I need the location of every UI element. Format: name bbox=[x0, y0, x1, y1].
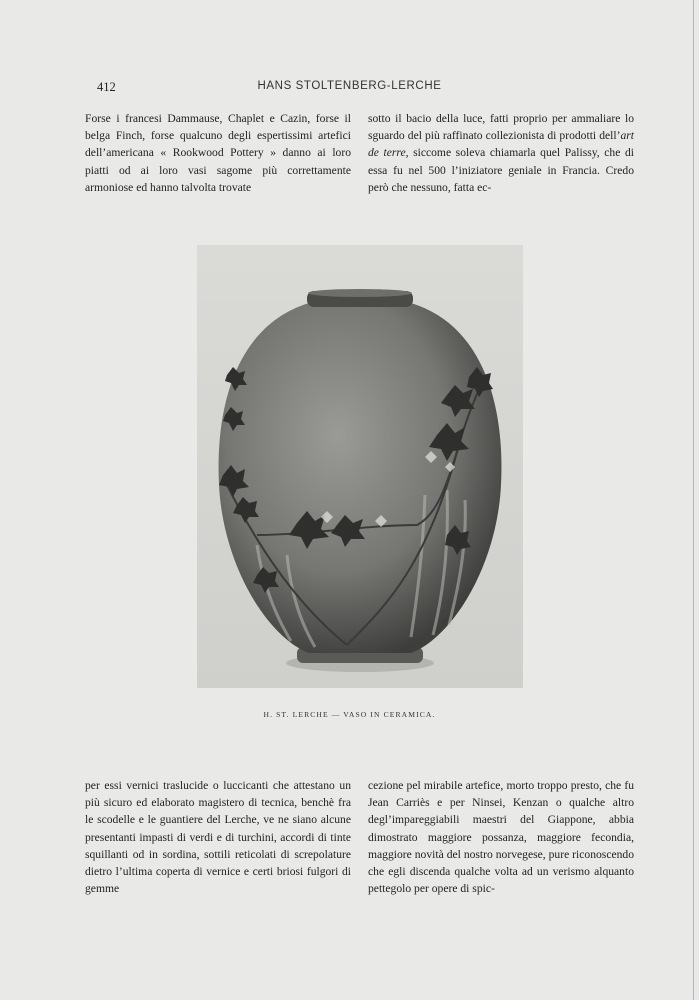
bottom-left-paragraph: per essi vernici traslucide o luccicanti che attestano un più sicuro ed elaborato magistero di tecnica, benchè fra le scodelle e le guantiere del Lerche, ve ne siano alcune presentanti impasti di verdi e di turchini, accordi di tinte squillanti od in sordina, sottili reticolati di screpolature dietro l’ultima coperta di vernice e certi briosi fulgori di gemme bbox=[85, 779, 351, 896]
top-right-column bbox=[368, 110, 634, 196]
top-right-text-b: siccome soleva chiamarla quel Palissy, che di essa fu nel 500 l’iniziatore geniale in Francia. Credo però che nessuno, fatta ec- bbox=[368, 146, 634, 194]
page-edge-rule bbox=[693, 0, 694, 1000]
vase-body bbox=[219, 303, 502, 653]
bottom-right-column bbox=[368, 777, 634, 897]
top-left-paragraph: Forse i francesi Dammause, Chaplet e Cazin, forse il belga Finch, forse qualcuno degli espertissimi artefici dell’americana « Rookwood Pottery » danno ai loro piatti od ai loro vasi sagome più correttamente armoniose ed hanno talvolta trovate bbox=[85, 112, 351, 194]
vase-opening bbox=[308, 289, 412, 297]
page-number: 412 bbox=[97, 80, 116, 94]
bottom-left-column bbox=[85, 777, 351, 897]
bottom-right-paragraph: cezione pel mirabile artefice, morto troppo presto, che fu Jean Carriès e per Ninsei, Kenzan o qualche altro degl’impareggiabili maestri del Giappone, abbia dimostrato maggiore possanza, maggiore fecondia, maggiore novità del nostro norvegese, pure riconoscendo che egli discenda qualche volta ad un verismo alquanto pettegolo per opere di spic- bbox=[368, 779, 634, 896]
top-right-italic: art de terre, bbox=[368, 129, 634, 160]
vase-photograph bbox=[197, 245, 523, 688]
top-right-paragraph bbox=[368, 110, 634, 196]
vase-illustration bbox=[197, 245, 523, 688]
running-title: HANS STOLTENBERG-LERCHE bbox=[257, 80, 442, 92]
top-right-text-a: sotto il bacio della luce, fatti proprio per ammaliare lo sguardo del più raffinato collezionista di prodotti dell’ bbox=[368, 112, 634, 143]
top-left-column bbox=[85, 110, 351, 196]
figure-caption: H. ST. LERCHE — VASO IN CERAMICA. bbox=[263, 710, 436, 719]
